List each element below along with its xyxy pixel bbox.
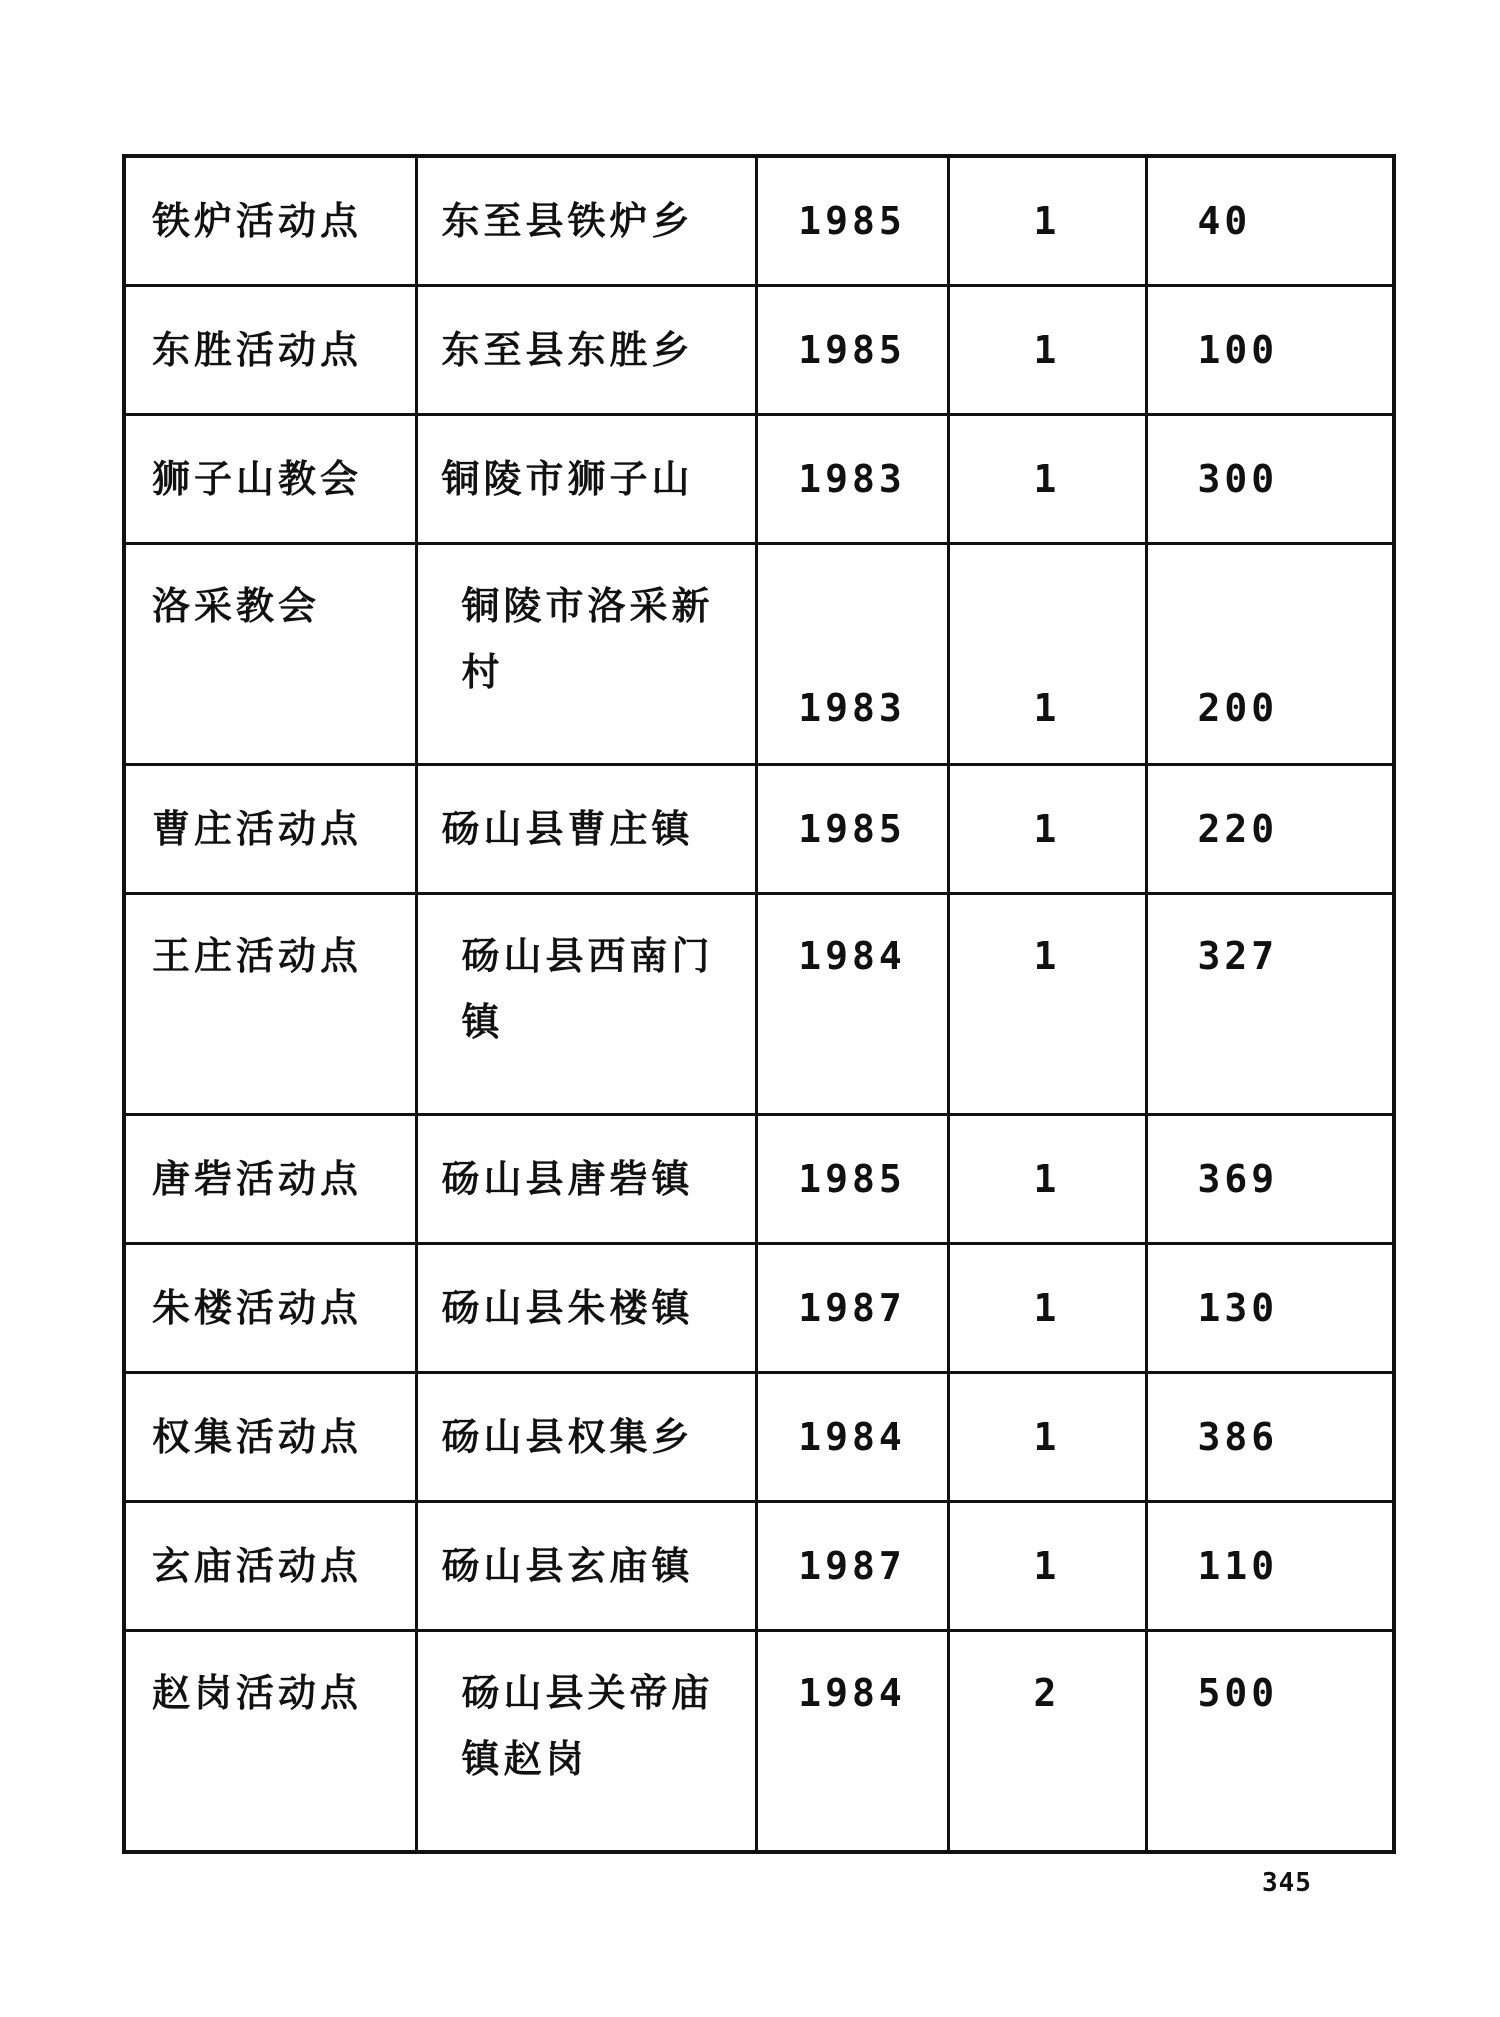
count-cell: 1 xyxy=(948,1244,1146,1373)
location-cell: 铜陵市洛采新村 xyxy=(416,544,756,765)
site-name-cell: 玄庙活动点 xyxy=(124,1502,416,1631)
count-cell: 1 xyxy=(948,544,1146,765)
table-row xyxy=(124,1373,1394,1502)
location-cell: 砀山县西南门镇 xyxy=(416,894,756,1115)
year-cell: 1984 xyxy=(756,1631,948,1853)
people-cell: 100 xyxy=(1146,286,1394,415)
year-cell: 1985 xyxy=(756,765,948,894)
records-table xyxy=(122,154,1396,1854)
year-cell: 1985 xyxy=(756,1115,948,1244)
people-cell: 110 xyxy=(1146,1502,1394,1631)
count-cell: 1 xyxy=(948,286,1146,415)
year-cell: 1983 xyxy=(756,544,948,765)
count-cell: 1 xyxy=(948,1373,1146,1502)
people-cell: 369 xyxy=(1146,1115,1394,1244)
people-cell: 500 xyxy=(1146,1631,1394,1853)
site-name-cell: 唐砦活动点 xyxy=(124,1115,416,1244)
year-cell: 1984 xyxy=(756,1373,948,1502)
table-row xyxy=(124,1502,1394,1631)
year-cell: 1985 xyxy=(756,156,948,286)
site-name-cell: 曹庄活动点 xyxy=(124,765,416,894)
count-cell: 1 xyxy=(948,156,1146,286)
people-cell: 130 xyxy=(1146,1244,1394,1373)
site-name-cell: 权集活动点 xyxy=(124,1373,416,1502)
table-row xyxy=(124,156,1394,286)
people-cell: 327 xyxy=(1146,894,1394,1115)
location-cell: 砀山县权集乡 xyxy=(416,1373,756,1502)
site-name-cell: 王庄活动点 xyxy=(124,894,416,1115)
table-row xyxy=(124,415,1394,544)
site-name-cell: 赵岗活动点 xyxy=(124,1631,416,1853)
year-cell: 1985 xyxy=(756,286,948,415)
location-cell: 砀山县唐砦镇 xyxy=(416,1115,756,1244)
location-cell: 砀山县曹庄镇 xyxy=(416,765,756,894)
count-cell: 1 xyxy=(948,1115,1146,1244)
count-cell: 1 xyxy=(948,415,1146,544)
count-cell: 1 xyxy=(948,894,1146,1115)
table-row xyxy=(124,765,1394,894)
site-name-cell: 东胜活动点 xyxy=(124,286,416,415)
location-cell: 铜陵市狮子山 xyxy=(416,415,756,544)
people-cell: 386 xyxy=(1146,1373,1394,1502)
count-cell: 1 xyxy=(948,1502,1146,1631)
people-cell: 300 xyxy=(1146,415,1394,544)
people-cell: 200 xyxy=(1146,544,1394,765)
table-row xyxy=(124,1631,1394,1853)
people-cell: 220 xyxy=(1146,765,1394,894)
site-name-cell: 朱楼活动点 xyxy=(124,1244,416,1373)
location-cell: 东至县东胜乡 xyxy=(416,286,756,415)
year-cell: 1987 xyxy=(756,1244,948,1373)
year-cell: 1984 xyxy=(756,894,948,1115)
table-row xyxy=(124,544,1394,765)
count-cell: 2 xyxy=(948,1631,1146,1853)
location-cell: 砀山县玄庙镇 xyxy=(416,1502,756,1631)
table-row xyxy=(124,1115,1394,1244)
year-cell: 1987 xyxy=(756,1502,948,1631)
site-name-cell: 洛采教会 xyxy=(124,544,416,765)
site-name-cell: 铁炉活动点 xyxy=(124,156,416,286)
table-row xyxy=(124,894,1394,1115)
year-cell: 1983 xyxy=(756,415,948,544)
table-row xyxy=(124,286,1394,415)
people-cell: 40 xyxy=(1146,156,1394,286)
site-name-cell: 狮子山教会 xyxy=(124,415,416,544)
location-cell: 砀山县关帝庙镇赵岗 xyxy=(416,1631,756,1853)
location-cell: 砀山县朱楼镇 xyxy=(416,1244,756,1373)
count-cell: 1 xyxy=(948,765,1146,894)
table-row xyxy=(124,1244,1394,1373)
location-cell: 东至县铁炉乡 xyxy=(416,156,756,286)
page-number: 345 xyxy=(1262,1868,1312,1898)
